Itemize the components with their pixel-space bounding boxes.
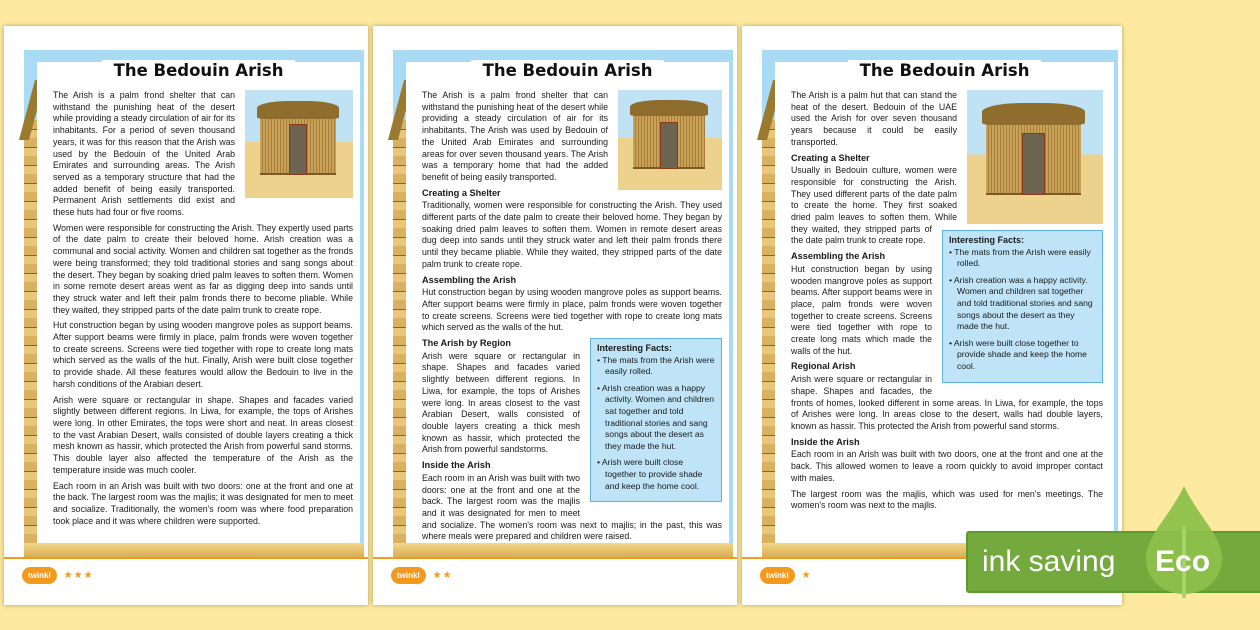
difficulty-stars: ★ xyxy=(801,570,812,581)
page-footer xyxy=(760,567,812,584)
paragraph: Hut construction began by using wooden mangrove poles as support beams. After support beams were firmly in place, palm fronds were woven together to create screens. Screens were tied together with rope to create long mats which served as the walls of the hut. xyxy=(422,287,722,333)
sand-strip xyxy=(24,543,364,557)
twinkl-logo: twinkl xyxy=(760,567,795,584)
paragraph: Each room in an Arish was built with two doors, one at the front and one at the back. This allowed women to leave a room quickly to avoid improper contact with males. xyxy=(791,449,1103,483)
section-heading: Creating a Shelter xyxy=(422,187,501,198)
paragraph: Arish were square or rectangular in shape. Shapes and facades, the fronts of homes, looked different in some areas. In Liwa, for example, the tops of Arishes were long. In areas close to the desert, walls had double layers, known as hassir. This protected the Arish from powerful sand storms. xyxy=(791,374,1103,431)
palm-tree-decoration xyxy=(762,120,776,557)
page-border xyxy=(762,50,1118,557)
section-heading: Inside the Arish xyxy=(422,460,491,471)
page-title-text: The Bedouin Arish xyxy=(102,60,296,82)
body-text xyxy=(422,90,722,547)
difficulty-stars: ★★★ xyxy=(63,570,94,581)
page-footer xyxy=(391,567,453,584)
paragraph: Usually in Bedouin culture, women were responsible for constructing the Arish. They used different parts of the date palm to create the home. They first soaked dried palm leaves to soften them. While they waited, they stripped parts of the date palm trunk to create rope. xyxy=(791,165,957,246)
fact-text: The mats from the Arish were easily rolled. xyxy=(954,246,1091,269)
section-heading: The Arish by Region xyxy=(422,338,511,349)
footer-line xyxy=(373,557,737,559)
fact-item: • Arish creation was a happy activity. Women and children sat together and told traditional stories and sang songs about the desert as they made the hut. xyxy=(597,382,715,451)
arish-hut-image xyxy=(967,90,1103,224)
page-title xyxy=(37,60,360,82)
section-heading: Assembling the Arish xyxy=(422,274,517,285)
fact-item: • The mats from the Arish were easily rolled. xyxy=(949,246,1091,269)
hut-illustration xyxy=(986,119,1081,195)
footer-line xyxy=(4,557,368,559)
fact-item: • Arish were built close together to provide shade and keep the home cool. xyxy=(597,457,703,491)
arish-hut-image xyxy=(618,90,722,190)
paragraph: Each room in an Arish was built with two doors: one at the front and one at the back. The largest room was the majlis and it was designated for men to meet and socialize. The women's room was next to majlis; in the past, this was where meals were prepared and children were raised. xyxy=(422,472,722,542)
twinkl-logo: twinkl xyxy=(22,567,57,584)
fact-text: Arish creation was a happy activity. Women and children sat together and told traditional stories and sang songs about the desert as they made the hut. xyxy=(601,382,715,451)
page-title xyxy=(406,60,729,82)
content-area xyxy=(775,62,1114,543)
facts-title: Interesting Facts: xyxy=(597,343,673,354)
fact-item: • Arish creation was a happy activity. Women and children sat together and told traditional stories and sang songs about the desert as they made the hut. xyxy=(949,274,1093,332)
difficulty-stars: ★★ xyxy=(432,570,453,581)
page-title xyxy=(775,60,1114,82)
fact-text: Arish were built close together to provide shade and keep the home cool. xyxy=(601,457,703,491)
section-heading: Regional Arish xyxy=(791,361,856,372)
paragraph: Hut construction began by using wooden mangrove poles as support beams. After support beams were firmly in place, palm fronds were woven together to create screens. Screens were tied together with rope to create long mats which served as the walls of the hut. Finally, Arish were built close together to provide shade. All these features would allow the Bedouin to live in the harsh conditions of the Arabian desert. xyxy=(53,320,353,389)
eco-label: Eco xyxy=(1155,545,1211,578)
paragraph: Arish were square or rectangular in shape. Shapes and facades varied slightly between different regions. In Liwa, for example, the tops of Arishes were long. In areas closest to the vast Arabian Desert, walls consisted of double layers creating a thick mesh known as hassir, which protected the Arish from powerful sandstorms. xyxy=(422,350,580,455)
page-border xyxy=(24,50,364,557)
hut-illustration xyxy=(633,112,706,169)
page-border xyxy=(393,50,733,557)
ink-saving-label: ink saving xyxy=(982,545,1116,578)
arish-hut-image xyxy=(245,90,353,198)
hut-illustration xyxy=(260,114,336,175)
paragraph: Arish were square or rectangular in shape. Shapes and facades varied slightly between different regions. In Liwa, for example, the tops of Arishes were long. In other Emirates, the tops were short and neat. In areas closest to the vast Arabian Desert, walls consisted of double layers creating a thick mesh known as hassir, which protected the Arish from powerful sand storms. This double layer also affected the temperature of the Arish as the temperature inside was much cooler. xyxy=(53,394,353,475)
paragraph: Hut construction began by using wooden mangrove poles as support beams. After support beams were in place, palm fronds were woven together to create screens. Screens were tied together with rope to create long mats which made the walls of the hut. xyxy=(791,263,932,356)
page-footer xyxy=(22,567,94,584)
worksheet-page[interactable] xyxy=(373,26,737,605)
fact-item: • The mats from the Arish were easily rolled. xyxy=(597,354,715,377)
palm-tree-decoration xyxy=(393,120,407,557)
page-title-text: The Bedouin Arish xyxy=(471,60,665,82)
twinkl-logo: twinkl xyxy=(391,567,426,584)
section-heading: Inside the Arish xyxy=(791,436,860,447)
paragraph: The largest room was the majlis, which was used for men's meetings. The women's room was next to the majlis. xyxy=(791,488,1103,511)
body-text xyxy=(791,90,1103,516)
palm-tree-decoration xyxy=(24,120,38,557)
worksheet-page[interactable] xyxy=(742,26,1122,605)
interesting-facts-box xyxy=(942,230,1103,383)
fact-text: Arish creation was a happy activity. Women and children sat together and told traditional stories and sang songs about the desert as they made the hut. xyxy=(953,274,1093,332)
worksheet-page[interactable] xyxy=(4,26,368,605)
interesting-facts-box xyxy=(590,338,722,502)
paragraph: Each room in an Arish was built with two doors: one at the front and one at the back. The largest room was the majlis; it was designated for men to meet and socialize. Traditionally, the women's room was where food preparation took place and it was where children were supported. xyxy=(53,480,353,526)
section-heading: Creating a Shelter xyxy=(791,152,870,163)
facts-title: Interesting Facts: xyxy=(949,235,1025,245)
fact-text: Arish were built close together to provide shade and keep the home cool. xyxy=(953,337,1087,371)
section-heading: Assembling the Arish xyxy=(791,251,886,262)
paragraph: The Arish is a palm frond shelter that can withstand the punishing heat of the desert while providing a steady circulation of air for its inhabitants. The Arish was used by Bedouin of the United Arab Emirates and surrounding areas for over seven thousand years. The Arish was a temporary home that had the added benefit of being easily transported. xyxy=(422,90,608,182)
paragraph: Women were responsible for constructing the Arish. They expertly used parts of the date palm to create their beloved home. Arish creation was a communal and social activity. Women and children sat together as the fronds were being transformed; they told traditional stories and sang songs about the desert. They began by soaking dried palm leaves to soften them. Women in some remote desert areas went as far as digging deep into sands until they struck water and left their palm fronds there to become pliable. While they waited, they stripped parts of the date palm trunk to create rope. xyxy=(53,222,353,315)
paragraph: Traditionally, women were responsible for constructing the Arish. They used different parts of the date palm to create their beloved home. They began by soaking dried palm leaves to soften them. Women in remote desert areas dug deep into sands until they struck water and left their palm fronds there until they became pliable. While they waited, they stripped parts of the date palm trunk to create rope. xyxy=(422,200,722,269)
content-area xyxy=(37,62,360,543)
content-area xyxy=(406,62,729,543)
fact-text: The mats from the Arish were easily rolled. xyxy=(602,354,715,377)
fact-item: • Arish were built close together to provide shade and keep the home cool. xyxy=(949,337,1087,371)
body-text xyxy=(53,90,353,531)
paragraph: The Arish is a palm frond shelter that can withstand the punishing heat of the desert while providing a steady circulation of air for its inhabitants. For a period of seven thousand years, it was for this reason that the Arish was used by the Bedouin of the United Arab Emirates and surrounding areas. The Arish served as a temporary structure that had the added benefit of being easily transported. Permanent Arish settlements did exist and these huts had four or five rooms. xyxy=(53,90,235,218)
page-title-text: The Bedouin Arish xyxy=(848,60,1042,82)
paragraph: The Arish is a palm hut that can stand the heat of the desert. Bedouin of the UAE used the Arish for over seven thousand years because it could be easily transported. xyxy=(791,90,957,147)
